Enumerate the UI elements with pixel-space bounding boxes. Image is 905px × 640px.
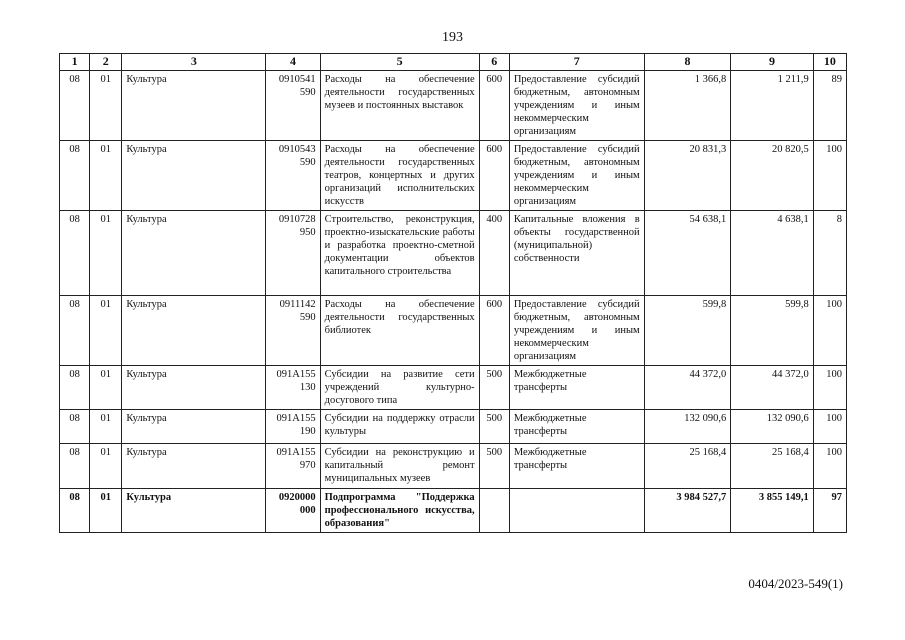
column-header-7: 7 <box>509 54 644 71</box>
cell-percent: 100 <box>813 444 846 489</box>
table-row <box>60 489 847 533</box>
column-header-4: 4 <box>266 54 320 71</box>
cell-target-code: 0920000 000 <box>266 489 320 533</box>
cell-target-code: 0911142 590 <box>266 296 320 366</box>
cell-target-code: 0910728 950 <box>266 211 320 296</box>
cell-target-name: Расходы на обеспечение деятельности государственных библиотек <box>320 296 479 366</box>
cell-expense-type-name: Межбюджетные трансферты <box>509 410 644 444</box>
cell-section: 08 <box>60 211 90 296</box>
cell-planned-amount: 1 366,8 <box>644 71 731 141</box>
cell-section: 08 <box>60 489 90 533</box>
cell-expense-type-name: Предоставление субсидий бюджетным, автономным учреждениям и иным некоммерческим организациям <box>509 296 644 366</box>
cell-expense-type: 500 <box>479 444 509 489</box>
cell-planned-amount: 44 372,0 <box>644 366 731 410</box>
cell-name: Культура <box>122 211 266 296</box>
cell-target-name: Подпрограмма "Поддержка профессионального искусства, образования" <box>320 489 479 533</box>
cell-executed-amount: 25 168,4 <box>731 444 814 489</box>
cell-expense-type-name: Предоставление субсидий бюджетным, автономным учреждениям и иным некоммерческим организациям <box>509 141 644 211</box>
cell-expense-type-name: Межбюджетные трансферты <box>509 366 644 410</box>
cell-target-code: 091А155 190 <box>266 410 320 444</box>
cell-section: 08 <box>60 410 90 444</box>
cell-executed-amount: 1 211,9 <box>731 71 814 141</box>
column-header-8: 8 <box>644 54 731 71</box>
cell-expense-type: 600 <box>479 71 509 141</box>
cell-expense-type: 600 <box>479 296 509 366</box>
cell-name: Культура <box>122 410 266 444</box>
cell-name: Культура <box>122 489 266 533</box>
cell-section: 08 <box>60 366 90 410</box>
cell-target-name: Субсидии на развитие сети учреждений культурно-досугового типа <box>320 366 479 410</box>
cell-percent: 100 <box>813 366 846 410</box>
cell-target-code: 0910543 590 <box>266 141 320 211</box>
cell-name: Культура <box>122 366 266 410</box>
cell-planned-amount: 54 638,1 <box>644 211 731 296</box>
table-row <box>60 141 847 211</box>
cell-executed-amount: 599,8 <box>731 296 814 366</box>
cell-section: 08 <box>60 141 90 211</box>
cell-executed-amount: 4 638,1 <box>731 211 814 296</box>
table-row <box>60 71 847 141</box>
cell-expense-type: 600 <box>479 141 509 211</box>
cell-percent: 8 <box>813 211 846 296</box>
cell-percent: 100 <box>813 296 846 366</box>
cell-expense-type-name: Предоставление субсидий бюджетным, автономным учреждениям и иным некоммерческим организациям <box>509 71 644 141</box>
cell-expense-type-name: Межбюджетные трансферты <box>509 444 644 489</box>
cell-target-code: 091А155 130 <box>266 366 320 410</box>
cell-expense-type: 500 <box>479 366 509 410</box>
cell-percent: 97 <box>813 489 846 533</box>
cell-target-name: Расходы на обеспечение деятельности государственных театров, концертных и других организаций исполнительских искусств <box>320 141 479 211</box>
cell-target-name: Строительство, реконструкция, проектно-изыскательские работы и разработка проектно-сметной документации объектов капитального строительства <box>320 211 479 296</box>
cell-subsection: 01 <box>90 296 122 366</box>
document-code: 0404/2023-549(1) <box>748 576 843 591</box>
cell-expense-type: 500 <box>479 410 509 444</box>
column-header-6: 6 <box>479 54 509 71</box>
column-header-2: 2 <box>90 54 122 71</box>
cell-subsection: 01 <box>90 141 122 211</box>
table-body <box>60 71 847 533</box>
budget-table <box>59 53 847 533</box>
cell-subsection: 01 <box>90 211 122 296</box>
column-header-5: 5 <box>320 54 479 71</box>
cell-planned-amount: 132 090,6 <box>644 410 731 444</box>
cell-expense-type <box>479 489 509 533</box>
table-row <box>60 366 847 410</box>
page-number: 193 <box>442 30 463 45</box>
cell-subsection: 01 <box>90 489 122 533</box>
cell-percent: 100 <box>813 410 846 444</box>
table-row <box>60 410 847 444</box>
column-header-9: 9 <box>731 54 814 71</box>
table-header-row <box>60 54 847 71</box>
cell-name: Культура <box>122 71 266 141</box>
cell-section: 08 <box>60 444 90 489</box>
cell-name: Культура <box>122 444 266 489</box>
column-header-1: 1 <box>60 54 90 71</box>
table-row <box>60 444 847 489</box>
cell-expense-type-name <box>509 489 644 533</box>
cell-name: Культура <box>122 141 266 211</box>
cell-expense-type: 400 <box>479 211 509 296</box>
cell-percent: 100 <box>813 141 846 211</box>
cell-planned-amount: 3 984 527,7 <box>644 489 731 533</box>
cell-target-code: 0910541 590 <box>266 71 320 141</box>
cell-planned-amount: 25 168,4 <box>644 444 731 489</box>
cell-executed-amount: 20 820,5 <box>731 141 814 211</box>
cell-planned-amount: 20 831,3 <box>644 141 731 211</box>
cell-subsection: 01 <box>90 410 122 444</box>
cell-executed-amount: 3 855 149,1 <box>731 489 814 533</box>
cell-section: 08 <box>60 296 90 366</box>
cell-section: 08 <box>60 71 90 141</box>
cell-target-code: 091А155 970 <box>266 444 320 489</box>
cell-subsection: 01 <box>90 366 122 410</box>
table-row <box>60 211 847 296</box>
cell-expense-type-name: Капитальные вложения в объекты государственной (муниципальной) собственности <box>509 211 644 296</box>
cell-subsection: 01 <box>90 71 122 141</box>
cell-subsection: 01 <box>90 444 122 489</box>
cell-target-name: Субсидии на поддержку отрасли культуры <box>320 410 479 444</box>
cell-target-name: Расходы на обеспечение деятельности государственных музеев и постоянных выставок <box>320 71 479 141</box>
column-header-3: 3 <box>122 54 266 71</box>
cell-executed-amount: 132 090,6 <box>731 410 814 444</box>
cell-target-name: Субсидии на реконструкцию и капитальный ремонт муниципальных музеев <box>320 444 479 489</box>
cell-executed-amount: 44 372,0 <box>731 366 814 410</box>
cell-name: Культура <box>122 296 266 366</box>
cell-percent: 89 <box>813 71 846 141</box>
cell-planned-amount: 599,8 <box>644 296 731 366</box>
column-header-10: 10 <box>813 54 846 71</box>
table-row <box>60 296 847 366</box>
